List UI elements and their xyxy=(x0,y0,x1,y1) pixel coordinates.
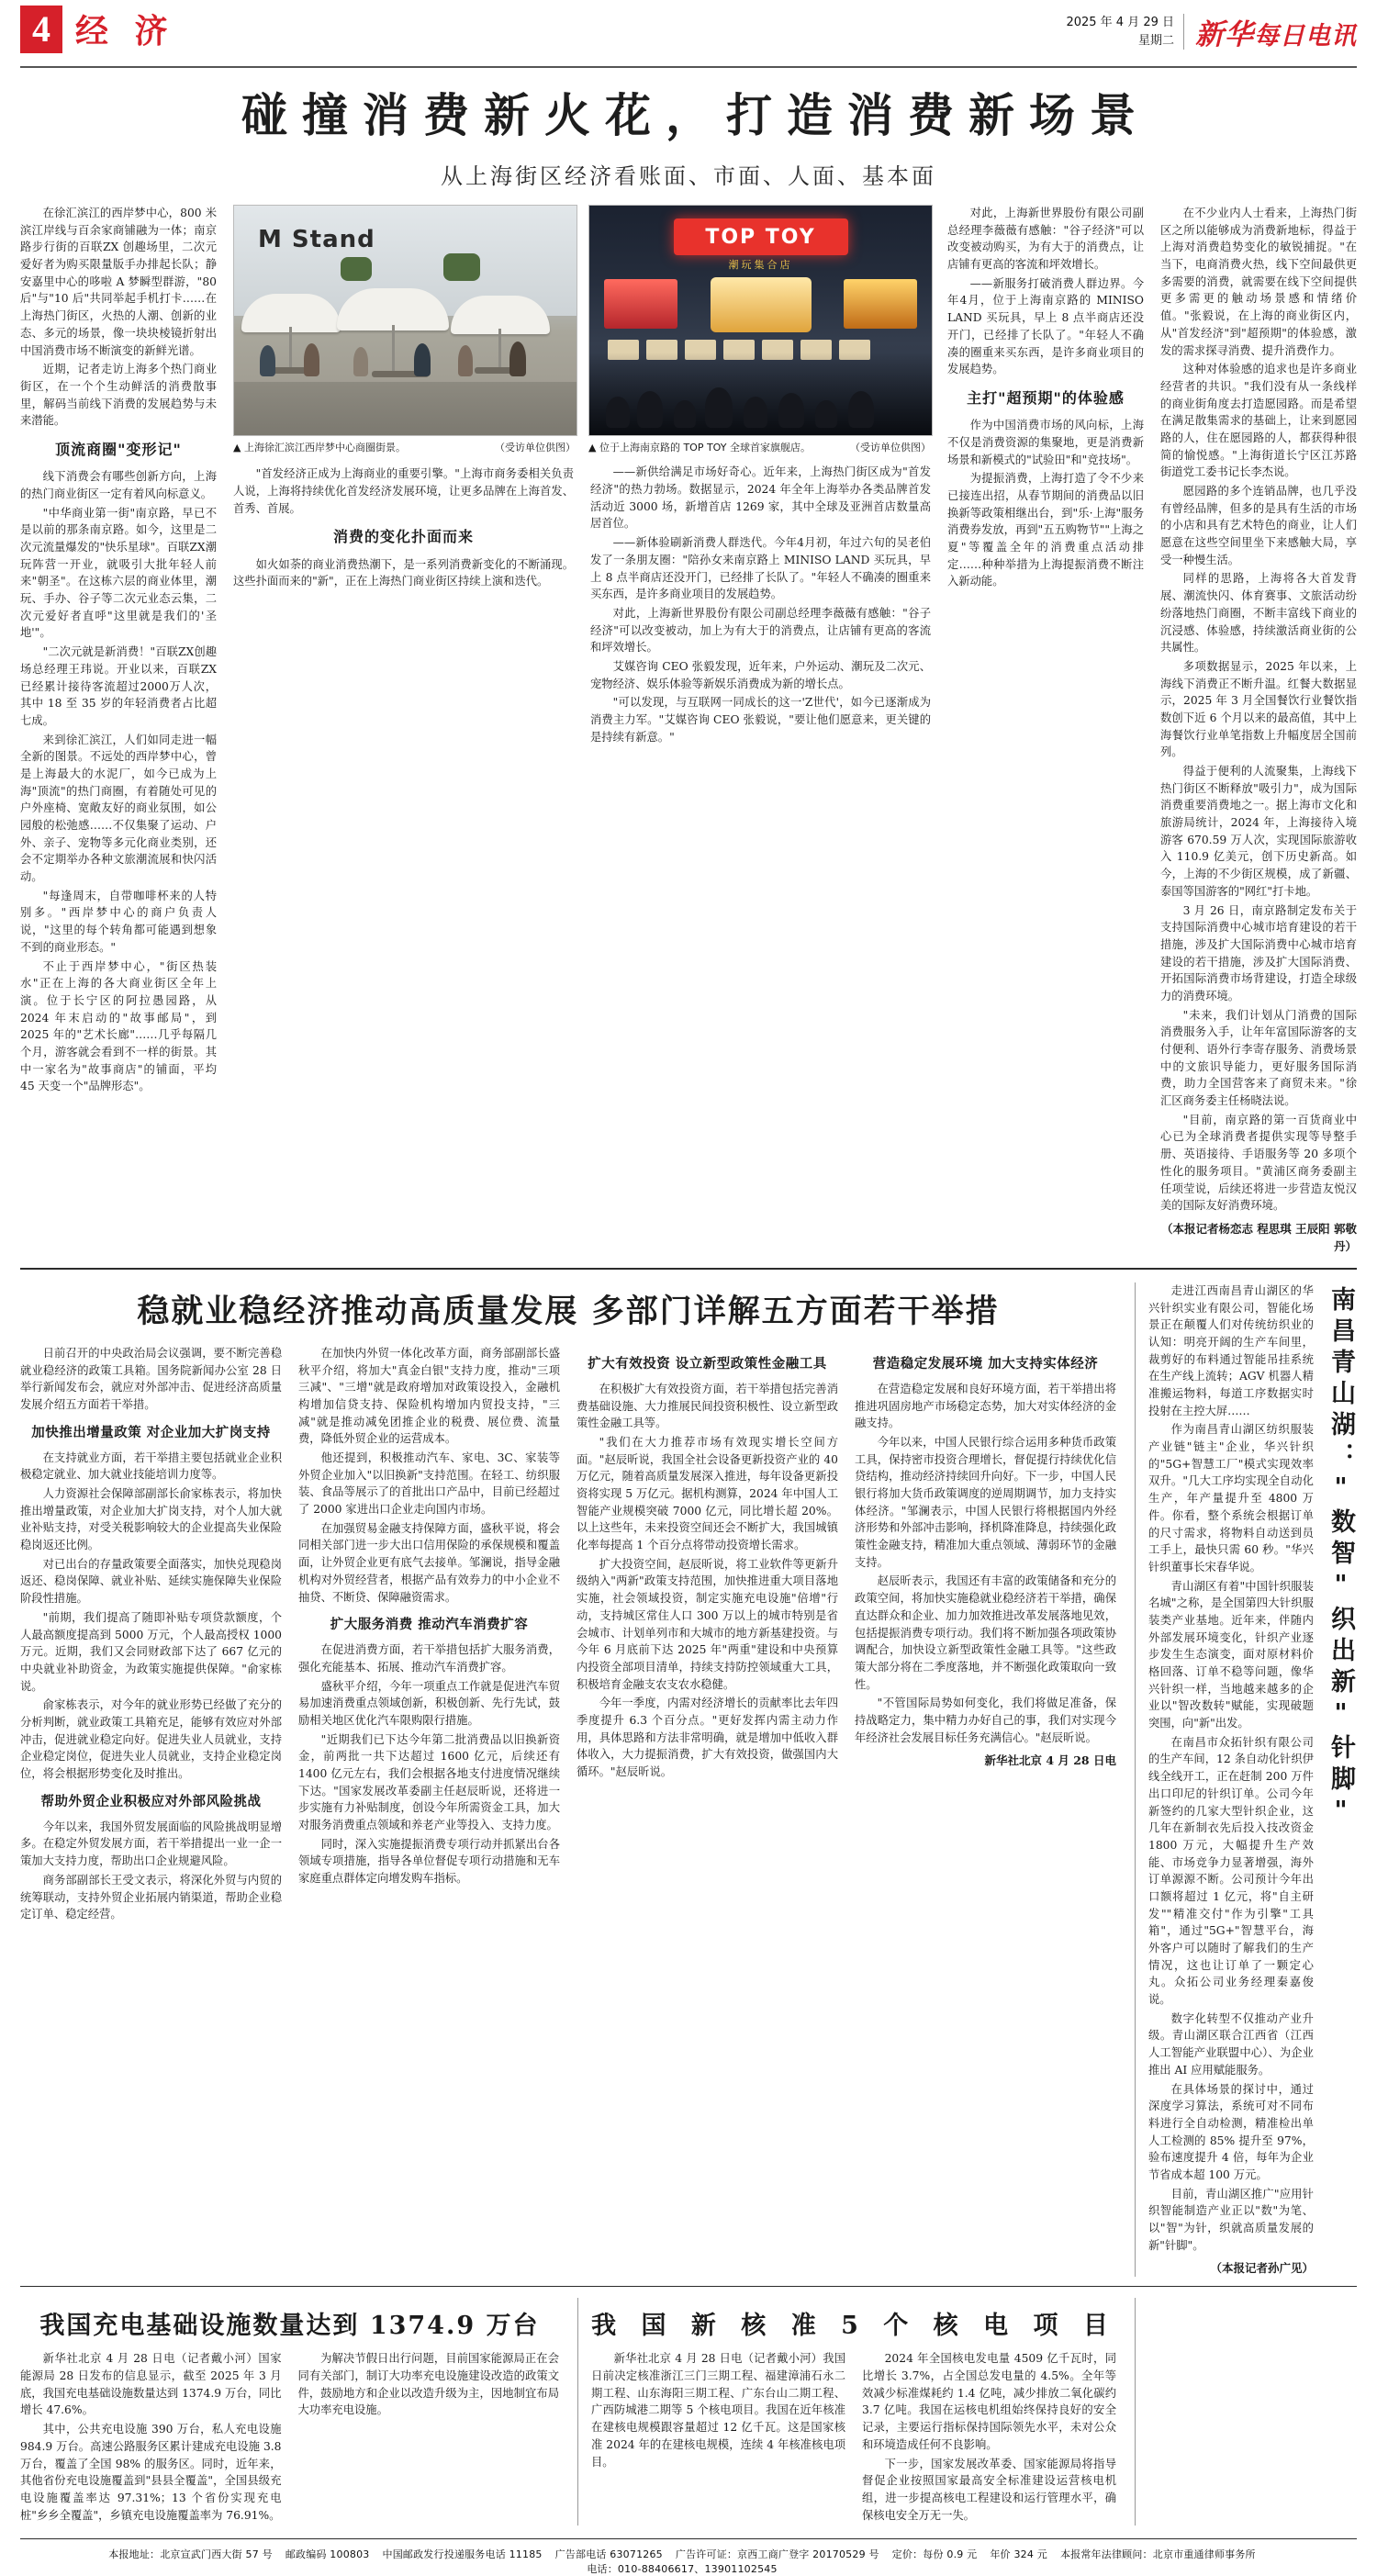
paragraph: 艾媒咨询 CEO 张毅发现，近年来，户外运动、潮玩及二次元、宠物经济、娱乐体验等新娱乐消费成为新的增长点。 xyxy=(590,659,931,690)
paragraph: 在支持就业方面，若干举措主要包括就业企业积极稳定就业、加大就业技能培训力度等。 xyxy=(20,1450,282,1482)
mid-subhead-5: 营造稳定发展环境 加大支持实体经济 xyxy=(872,1355,1099,1372)
brief-1-column-1 xyxy=(20,2350,282,2526)
brief-3-spacer xyxy=(1135,2298,1357,2526)
person xyxy=(744,397,767,428)
paragraph: 对已出台的存量政策要全面落实，加快兑现稳岗返还、稳岗保障、就业补贴、延续实施保障失业保险阶段性措施。 xyxy=(20,1557,282,1606)
photo-row xyxy=(233,205,931,454)
footer-item: 广告部电话 63071265 xyxy=(554,2548,663,2561)
paragraph: 目前，青山湖区推广"应用针织智能制造产业正以"数"为笔、以"智"为针，织就高质量发展的新"针脚"。 xyxy=(1148,2187,1314,2252)
mid-column-1 xyxy=(20,1345,282,1925)
paragraph: 在不少业内人士看来，上海热门街区之所以能够成为消费新地标，得益于上海对消费趋势变化的敏锐捕捉。"在当下，电商消费火热，线下空间最供更多需要的消费，就需要在线下空间提供更多需更的触动场景感和情绪价值。"张毅说，在上海的商业街区内，从"首发经济"到"超预期"的体验感，激发的需求探寻消费、提升消费作力。 xyxy=(1160,207,1357,357)
paragraph: 下一步，国家发展改革委、国家能源局将指导督促企业按照国家最高安全标准建设运营核电机组，进一步提高核电工程建设和运行管理水平，确保核电安全万无一失。 xyxy=(862,2457,1116,2522)
masthead xyxy=(20,0,1357,66)
photo-2-store-subsign: 潮玩集合店 xyxy=(728,259,793,271)
weekday-line: 星期二 xyxy=(1137,33,1174,48)
paragraph: 盛秋平介绍，今年一项重点工作就是促进汽车贸易加速消费重点领域创新，积极创新、先行先试，鼓励相关地区优化汽车限购限行措施。 xyxy=(298,1679,560,1727)
top-story-byline: （本报记者杨恋志 程思琪 王辰阳 郭敬丹） xyxy=(1160,1221,1357,1253)
paragraph: 多项数据显示，2025 年以来，上海线下消费正不断升温。红餐大数据显示，2025 年 3 月全国餐饮行业餐饮指数创下近 6 个月以来的最高值，其中上海餐饮行业单笔指数上升幅度居全国前列。 xyxy=(1160,659,1357,759)
masthead-left xyxy=(20,6,175,53)
paragraph: 在促进消费方面，若干举措包括扩大服务消费，强化充能基本、拓展、推动汽车消费扩容。 xyxy=(298,1643,560,1674)
top-story-column-2 xyxy=(233,464,574,747)
neon-panel xyxy=(604,279,677,329)
top-story xyxy=(20,205,1357,1255)
paragraph: 在徐汇滨江的西岸梦中心，800 米滨江岸线与百余家商铺融为一体；南京路步行街的百联ZX 创趣场里，二次元爱好者为购买限量版手办排起长队；静安嘉里中心的哆啦 A 梦瞬型群游，"80 后"与"10 后"共同举起手机打卡……在上海热门街区，火热的人潮、创新的业态、多元的场景，像一块块棱镜折射出中国消费市场不断演变的新鲜光谱。 xyxy=(20,207,217,357)
paragraph: 作为南昌青山湖区纺织服装产业链"链主"企业，华兴针织的"5G+智慧工厂"模式实现效率双升。"几大工序均实现全自动化生产，年产量提升至 4800 万件。你看，整个系统会根据订单的尺寸需求，将物料自动送到员工手上，最快只需 60 秒。"华兴针织董事长宋春华说。 xyxy=(1148,1423,1314,1574)
brief-1-column-2 xyxy=(298,2350,560,2526)
person xyxy=(778,393,804,428)
footer-item: 年价 324 元 xyxy=(990,2548,1047,2561)
mid-column-2 xyxy=(298,1345,560,1925)
photo-1-ground xyxy=(234,382,577,435)
paragraph: 他还提到，积极推动汽车、家电、3C、家装等外贸企业加入"以旧换新"支持范围。在轻工、纺织服装、食品等展示了的首批出口产品中，目前已经超过了 2000 家进出口企业走向国内市场。 xyxy=(298,1451,560,1517)
photo-block xyxy=(233,205,931,1255)
person xyxy=(848,391,874,428)
paragraph: 今年一季度，内需对经济增长的贡献率比去年四季度提升 6.3 个百分点。"更好发挥内需主动力作用，具体思路和方法非常明确，就是增加中低收入群体收入，大力提振消费，扩大有效投资，做强国内大循环。"赵辰昕说。 xyxy=(577,1697,838,1779)
subhead-1: 顶流商圈"变形记" xyxy=(55,440,182,458)
paragraph: ——新服务打破消费人群边界。今年4月，位于上海南京路的 MINISO LAND 买玩具，早上 8 点半商店还没开门，已经排了长队了。"年轻人不确凑的圈重来买东西，是许多商业项目的发展趋势。 xyxy=(947,276,1144,376)
footer xyxy=(20,2547,1357,2576)
person xyxy=(304,343,319,376)
paragraph: 对此，上海新世界股份有限公司副总经理李薇薇有感触："谷子经济"可以改变被动，加上为有大于的消费点，让店铺有更高的客流和坪效增长。 xyxy=(590,606,931,655)
brief-1 xyxy=(20,2298,559,2526)
publication-date xyxy=(1066,14,1184,50)
paragraph: "我们在大力推荐市场有效现实增长空间方面。"赵辰昕说，我国全社会设备更新投资产业的 40 万亿元，随着高质量发展深入推进，每年设备更新投资将实现 5 万亿元。据机构测算，2024 年中国人工智能产业规模突破 7000 亿元，同比增长超 20%。以上这些年，未来投资空间还会不断扩大，我国城镇化率每提高 1 个百分点将带动投资增长需求。 xyxy=(577,1435,838,1552)
masthead-rule xyxy=(20,66,1357,68)
date-line: 2025 年 4 月 29 日 xyxy=(1066,16,1174,29)
paragraph: 作为中国消费市场的风向标，上海不仅是消费资源的集聚地，更是消费新场景和新模式的"试验田"和"竞技场"。 xyxy=(947,419,1144,466)
photo-1 xyxy=(233,205,576,454)
mid-signoff: 新华社北京 4 月 28 日电 xyxy=(984,1753,1116,1768)
paragraph: 扩大投资空间，赵辰昕说，将工业软件等更新升级纳入"两新"政策支持范围，加快推进重大项目落地实施，社会领域投资，制定实施充电设施"倍增"行动，支持城区常住人口 300 万以上的城市特别是省会城市、计划单列市和大城市的地方新基建投资。与今年 6 月底前下达 2025 年"两重"建设和中央预算内投资全部项目清单，持续支持防控领域重大工具，积极培育金融支农支农水稳健。 xyxy=(577,1557,838,1691)
footer-item: 电话：010-88406617、13901102545 xyxy=(587,2563,778,2576)
person xyxy=(815,400,837,428)
paragraph: 3 月 26 日，南京路制定发布关于支持国际消费中心城市培育建设的若干措施，涉及扩大国际消费中心城市培育建设的若干措施，涉及扩大国际消费、开拓国际消费市场背建设，打造全球级力的消费环境。 xyxy=(1160,903,1357,1002)
person xyxy=(458,345,473,376)
paragraph: 为解决节假日出行问题，目前国家能源局正在会同有关部门，制订大功率充电设施建设改造的政策文件，鼓励地方和企业以改造升级为主，因地制宜布局大功率充电设施。 xyxy=(297,2352,559,2417)
neon-panel xyxy=(711,277,812,332)
section-name: 经 济 xyxy=(75,11,175,50)
footer-item: 中国邮政发行投递服务电话 11185 xyxy=(382,2548,543,2561)
plant xyxy=(443,253,480,281)
paragraph: 在积极扩大有效投资方面，若干举措包括完善消费基础设施、大力推展民间投资积极性、设立新型政策性金融工具等。 xyxy=(577,1382,838,1430)
paragraph: 赵辰昕表示，我国还有丰富的政策储备和充分的政策空间，将加快实施稳就业稳经济若干举措，确保直达群众和企业、加力加效推进改革发展落地见效，包括提振消费专项行动。我们将不断加强各项政策协调配合，加快设立新型政策性金融工具等。"这些政策大部分将在二季度落地，并不断强化政策取向一致性。 xyxy=(855,1574,1116,1691)
brief-2-headline: 我 国 新 核 准 5 个 核 电 项 目 xyxy=(591,2312,1116,2341)
person xyxy=(260,345,275,376)
paragraph: 商务部副部长王受文表示，将深化外贸与内贸的统筹联动，支持外贸企业拓展内销渠道，帮助企业稳定订单、稳定经营。 xyxy=(20,1873,282,1921)
paper-logo-part2: 每日电讯 xyxy=(1254,22,1357,50)
brief-1-columns xyxy=(20,2350,559,2526)
paragraph: 在具体场景的探讨中，通过深度学习算法，系统可对不同布料进行全自动检测，精准检出单人工检测的 85% 提升至 97%，验布速度提升 4 倍，每年为企业节省成本超 100 万元。 xyxy=(1148,2082,1314,2181)
photo-2-store-sign: TOP TOY xyxy=(674,218,848,255)
paragraph: 走进江西南昌青山湖区的华兴针织实业有限公司，智能化场景正在颠覆人们对传统纺织业的认知：明亮开阔的生产车间里，裁剪好的布料通过智能吊挂系统在生产线上流转；AGV 机器人精准搬运物料，每道工序数据实时投射在主控大屏…… xyxy=(1148,1283,1314,1417)
plant xyxy=(341,257,372,281)
mid-subhead-3: 扩大服务消费 推动汽车消费扩容 xyxy=(330,1617,529,1633)
paragraph: 日前召开的中央政治局会议强调，要不断完善稳就业稳经济的政策工具箱。国务院新闻办公室 28 日举行新闻发布会，就应对外部冲击、促进经济高质量发展介绍五方面若干举措。 xyxy=(20,1346,282,1411)
hero-header xyxy=(20,88,1357,190)
person xyxy=(705,387,733,428)
paragraph: 如火如荼的商业消费热潮下，是一系列消费新变化的不断涌现。这些扑面而来的"新"，正在上海热门商业街区持续上演和迭代。 xyxy=(233,557,574,588)
photo-1-store-sign: M Stand xyxy=(258,226,375,253)
person xyxy=(509,342,526,376)
mid-subhead-4: 扩大有效投资 设立新型政策性金融工具 xyxy=(588,1355,827,1372)
paragraph: 得益于便利的人流聚集，上海线下热门街区不断释放"吸引力"，成为国际消费重要消费地之一。据上海市文化和旅游局统计，2024 年，上海接待入境游客 670.59 万人次，实现国际旅游收入 110.9 亿美元，创下历史新高。如今，上海的不少街区规模，成了新疆、泰国等国游客的"网红"打卡地。 xyxy=(1160,765,1357,898)
person xyxy=(674,400,696,428)
paragraph: "中华商业第一街"南京路，早已不是以前的那条南京路。如今，这里是二次元流量爆发的"快乐星球"。百联ZX潮玩阵营一开业，就吸引大批年轻人前来"朝圣"。在这栋六层的商业体里，潮玩、手办、谷子等二次元业态云集，二次元爱好者直呼"这里就是我们的'圣地'"。 xyxy=(20,506,217,640)
paragraph: 新华社北京 4 月 28 日电（记者戴小河）国家能源局 28 日发布的信息显示，截至 2025 年 3 月底，我国充电基础设施数量达到 1374.9 万台，同比增长 47.6%。 xyxy=(20,2352,282,2417)
paragraph: 来到徐汇滨江，人们如同走进一幅全新的图景。不远处的西岸梦中心，曾是上海最大的水泥厂，如今已成为上海"顶流"的热门商圈，有着随处可见的户外座椅、宽敞友好的商业氛围，如公园般的松弛感……不仅集聚了运动、户外、亲子、宠物等多元化商业类别，还会不定期举办各种文旅潮流展和快闪活动。 xyxy=(20,733,217,884)
paragraph: 今年以来，我国外贸发展面临的风险挑战明显增多。在稳定外贸发展方面，若干举措提出一业一企一策加大支持力度，帮助出口企业规避风险。 xyxy=(20,1820,282,1868)
paragraph: "未来，我们计划从门消费的国际消费服务入手，让年年富国际游客的支付便利、语外行李寄存服务、消费场景中的文旅识导能力，更好服务国际消费，助力全国营客来了商贸未来。"徐汇区商务委主任杨晓法说。 xyxy=(1160,1008,1357,1108)
photo-2-caption: ▲ 位于上海南京路的 TOP TOY 全球首家旗舰店。 xyxy=(588,442,811,454)
paragraph: 新华社北京 4 月 28 日电（记者戴小河）我国日前决定核准浙江三门三期工程、福建漳浦石永二期工程、山东海阳三期工程、广东台山二期工程、广西防城港二期等 5 个核电项目。我国在近年核准在建核电规模跟容量超过 12 亿千瓦。这是国家核准 2024 年的在建核电规模，连续 4 年核准核电项目。 xyxy=(591,2352,845,2469)
umbrella-pole xyxy=(289,327,292,371)
umbrella-pole xyxy=(498,329,501,371)
person xyxy=(353,347,368,376)
person xyxy=(637,391,663,428)
top-story-column-3 xyxy=(590,464,931,747)
photo-1-image xyxy=(233,205,577,436)
vertical-feature-body xyxy=(1148,1282,1314,2278)
mid-subhead-2: 帮助外贸企业积极应对外部风险挑战 xyxy=(40,1793,262,1809)
mid-column-4 xyxy=(855,1345,1116,1925)
paragraph: 数字化转型不仅推动产业升级。青山湖区联合江西省（江西人工智能产业联盟中心）、为企业推出 AI 应用赋能服务。 xyxy=(1148,2011,1314,2077)
paragraph: 今年以来，中国人民银行综合运用多种货币政策工具，保持密市投资合理增长，督促提行持续优化信贷结构，推动经济持续回升向好。下一步，中国人民银行将加大货币政策调度的逆周期调节，加力支持实体经济。"邹澜表示，中国人民银行将根据国内外经济形势和外部冲击影响，择机降准降息，持续强化政策性金融支持，精准加大重点领域、薄弱环节的金融支持。 xyxy=(855,1435,1116,1569)
footer-item: 本报地址：北京宣武门西大街 57 号 xyxy=(108,2548,273,2561)
paragraph: ——新供给满足市场好奇心。近年来，上海热门街区成为"首发经济"的热力勃场。数据显示，2024 年全年上海举办各类品牌首发活动近 3000 场，新增首店 1269 家，其中全球及亚洲首店数量高居首位。 xyxy=(590,465,931,531)
section-divider-2 xyxy=(20,2286,1357,2287)
paragraph: 其中，公共充电设施 390 万台，私人充电设施 984.9 万台。高速公路服务区累计建成充电设施 3.8 万台，覆盖了全国 98% 的服务区。同时，近年来，其他省份充电设施覆盖到"县县全覆盖"，全国县级充电设施覆盖率达 97.31%；13 个省份实现充电桩"乡乡全覆盖"，乡镇充电设施覆盖率为 76.91%。 xyxy=(20,2423,282,2522)
photo-1-credit: （受访单位供图） xyxy=(495,442,576,454)
paragraph: ——新体验刷新消费人群迭代。今年4月初，年过六旬的吴老伯发了一条朋友圈："陪孙女来南京路上 MINISO LAND 买玩具，早上 8 点半商店还没开门，已经排了长队了。"年轻人不确凑的圈重来买东西，是许多商业项目的发展趋势。 xyxy=(590,536,931,601)
paragraph: 在南昌市众拓针织有限公司的生产车间，12 条自动化针织伊线全线开工，正在赶制 200 万件出口印尼的针织订单。公司今年新签约的几家大型针织企业，这几年在新制衣先后投入技改资金 1800 万元，大幅提升生产效能、市场竞争力显著增强，海外订单源源不断。公司预计今年出口额将超过 1 亿元，将"自主研发""精准交付"作为引擎"工具箱"，通过"5G+"智慧平台，海外客户可以随时了解我们的生产情况，这也让订单了一颗定心丸。众拓公司业务经理秦嘉俊说。 xyxy=(1148,1735,1314,2007)
paragraph: "不管国际局势如何变化，我们将做足准备，保持战略定力，集中精力办好自己的事，我们对实现今年经济社会发展目标任务充满信心。"赵辰昕说。 xyxy=(855,1697,1116,1744)
paragraph: 在加快内外贸一体化改革方面，商务部副部长盛秋平介绍，将加大"真金白银"支持力度，推动"三项三减"、"三增"就是政府增加对政策设投入，金融机构增加信贷支持、保险机构增加内贸投支持，"三减"就是推动减免团推企业的税费、展位费、流量费，降低外贸企业的运营成本。 xyxy=(298,1346,560,1446)
paragraph: "首发经济正成为上海商业的重要引擎。"上海市商务委相关负责人说，上海将持续优化首发经济发展环境，让更多品牌在上海首发、首秀、首展。 xyxy=(233,467,574,515)
footer-item: 定价：每份 0.9 元 xyxy=(891,2548,978,2561)
mid-headline: 稳就业稳经济推动高质量发展 多部门详解五方面若干举措 xyxy=(137,1292,1000,1330)
subhead-2: 消费的变化扑面而来 xyxy=(332,528,474,546)
paragraph: 青山湖区有着"中国针织服装名城"之称，是全国第四大针织服装类产业基地。近年来，伴随内外部发展环境变化，针织产业逐步发生生态演变，面对原材料价格回落、订单不稳等问题，像华兴针织一样，当地越来越多的企业以"智改数转"赋能，实现破题突围，向"新"出发。 xyxy=(1148,1579,1314,1730)
brief-2-column-2 xyxy=(862,2350,1116,2526)
neon-panel xyxy=(844,279,917,329)
subhead-3: 主打"超预期"的体验感 xyxy=(967,388,1125,407)
paragraph: 人力资源社会保障部副部长俞家栋表示，将加快推出增量政策，对企业加大扩岗支持，对个人加大就业补贴支持，对受关税影响较大的企业提高失业保险稳岗返还比例。 xyxy=(20,1487,282,1552)
person xyxy=(414,343,431,376)
vertical-feature-headline: 南昌青山湖："数智"织出新"针脚" xyxy=(1327,1285,1355,1831)
mid-story xyxy=(20,1282,1116,2278)
paragraph: 近期，记者走访上海多个热门商业街区，在一个个生动鲜活的消费散事里，解码当前线下消费的发展趋势与未来潜能。 xyxy=(20,363,217,428)
photo-2 xyxy=(588,205,931,454)
paper-logo-part1: 新华 xyxy=(1195,18,1254,51)
footer-rule xyxy=(20,2538,1357,2539)
top-story-column-5 xyxy=(1160,205,1357,1255)
masthead-right xyxy=(1066,11,1357,52)
paragraph: "前期，我们提高了随即补贴专项贷款额度，个人最高额度提高到 5000 万元，个人最高授权 1000 万元。近期，我们又会同财政部下达了 667 亿元的中央就业补助资金，为政策实施提供保障。"俞家栋说。 xyxy=(20,1610,282,1693)
briefs-row xyxy=(20,2298,1357,2526)
paragraph: 在营造稳定发展和良好环境方面，若干举措出将推进巩固房地产市场稳定态势，加大对实体经济的金融支持。 xyxy=(855,1382,1116,1430)
paragraph: 对此，上海新世界股份有限公司副总经理李薇薇有感触："谷子经济"可以改变被动购买，为有大于的消费点，让店铺有更高的客流和坪效增长。 xyxy=(947,207,1144,272)
paragraph: "目前，南京路的第一百货商业中心已为全球消费者提供实现等导整手册、英语接待、手语服务等 20 多项个性化的服务项目。"黄浦区商务委副主任项莹说，后续还将进一步营造友悦汉美的国际友好消费环境。 xyxy=(1160,1113,1357,1213)
footer-item: 本报常年法律顾问：北京市重通律师事务所 xyxy=(1059,2548,1256,2561)
photo-1-caption: ▲ 上海徐汇滨江西岸梦中心商圈街景。 xyxy=(233,442,406,454)
paragraph: 为提振消费，上海打造了令不少来已接连出招，从春节期间的消费品以旧换新等政策相继出台，到"乐·上海"服务消费券发放，再到"五五购物节""上海之夏"等覆盖全年的消费重点活动排定……种种举措为上海提振消费不断注入新动能。 xyxy=(947,472,1144,588)
brief-1-headline: 我国充电基础设施数量达到 1374.9 万台 xyxy=(39,2312,540,2341)
mid-subhead-1: 加快推出增量政策 对企业加大扩岗支持 xyxy=(31,1424,271,1440)
top-story-column-4 xyxy=(947,205,1144,1255)
footer-item: 广告许可证：京西工商广登字 20170529 号 xyxy=(675,2548,879,2561)
top-story-column-1 xyxy=(20,205,217,1255)
umbrella-pole xyxy=(392,325,395,373)
photo-1-caption-row xyxy=(233,436,576,454)
paragraph: "可以发现，与互联网一同成长的这一'Z世代'，如今已逐渐成为消费主力军。"艾媒咨询 CEO 张毅说，"要让他们愿意来，更关键的是持续有新意。" xyxy=(590,696,931,744)
paragraph: 俞家栋表示，对今年的就业形势已经做了充分的分析判断，就业政策工具箱充足，能够有效应对外部冲击，促进就业稳定向好。促进失业人员就业，支持企业稳定岗位，促进失业人员就业，支持企业稳定岗位，将会根据形势变化及时推出。 xyxy=(20,1698,282,1781)
brief-2-column-1 xyxy=(591,2350,845,2526)
person xyxy=(606,397,630,428)
mid-column-3 xyxy=(577,1345,838,1925)
mid-columns xyxy=(20,1345,1116,1925)
paragraph: 这种对体验感的追求也是许多商业经营者的共识。"我们没有从一条线样的商业街角度去打造愿园路。而是希望在满足散集需求的基础上，让来到愿园路的人，住在愿园路的人，都获得种很简的愉悦感。"上海街道长宁区江苏路街道党工委书记长李杰说。 xyxy=(1160,363,1357,479)
paragraph: "近期我们已下达今年第二批消费品以旧换新资金，前两批一共下达超过 1600 亿元，后续还有 1400 亿元左右，我们会根据各地支付进度情况继续下达。"国家发展改革委副主任赵辰昕说，还将进一步实施有力补贴制度，创设今年所需资金工具，加大对服务消费重点领域和养老产业等投入、支持力度。 xyxy=(298,1732,560,1832)
paper-logo xyxy=(1195,11,1357,52)
hero-subheadline: 从上海街区经济看账面、市面、人面、基本面 xyxy=(441,163,936,189)
page-number: 4 xyxy=(20,6,62,53)
paragraph: 2024 年全国核电发电量 4509 亿千瓦时，同比增长 3.7%，占全国总发电量的 4.5%。全年等效减少标准煤耗约 1.4 亿吨，减少排放二氧化碳约 3.7 亿吨。我国在运核电机组始终保持良好的安全记录，主要运行指标保持国际领先水平，未对公众和环境造成任何不良影响。 xyxy=(862,2352,1116,2451)
paragraph: 线下消费会有哪些创新方向，上海的热门商业街区一定有着风向标意义。 xyxy=(20,470,217,500)
paragraph: 在加强贸易金融支持保障方面，盛秋平说，将会同相关部门进一步大出口信用保险的承保规模和覆盖面，让外贸企业更有底气去接单。邹澜说，指导金融机构对外贸经营者，根据产品有效券力的中小企业不抽贷、不断贷、保障融资需求。 xyxy=(298,1521,560,1604)
paragraph: 不止于西岸梦中心，"街区热装水"正在上海的各大商业街区全年上演。位于长宁区的阿拉愚园路，从 2024 年末启动的"故事邮局"，到 2025 年的"艺术长廊"……几乎每隔几个月，游客就会看到不一样的街景。其中一家名为"故事商店"的铺面，平均 45 天变一个"品牌形态"。 xyxy=(20,959,217,1093)
paragraph: 愿园路的多个连销品牌，也几乎没有曾经品牌，但多的是具有生活的市场的小店和具有艺术特色的商业，让人们愿意在这些空间里坐下来感触大局，享受一种慢生活。 xyxy=(1160,485,1357,566)
photo-2-credit: （受访单位供图） xyxy=(850,442,931,454)
paragraph: 同样的思路，上海将各大首发背展、潮流快闪、体育赛事、文旅活动纷纷落地热门商圈，不断丰富线下商业的沉浸感、体验感，持续激活商业街的公共属性。 xyxy=(1160,572,1357,655)
section-divider-1 xyxy=(20,1268,1357,1270)
vertical-feature xyxy=(1135,1282,1357,2278)
photo-2-image xyxy=(588,205,933,436)
brief-2-columns xyxy=(591,2350,1116,2526)
hero-headline: 碰撞消费新火花，打造消费新场景 xyxy=(241,88,1150,142)
paragraph: "二次元就是新消费！"百联ZX创趣场总经理王玮说。开业以来，百联ZX已经累计接待客流超过2000万人次，其中 18 至 35 岁的年轻消费者占比超七成。 xyxy=(20,645,217,727)
photo-2-caption-row xyxy=(588,436,931,454)
mid-package xyxy=(20,1282,1357,2278)
paragraph: "每逢周末，自带咖啡杯来的人特别多。"西岸梦中心的商户负责人说，"这里的每个转角都可能遇到想象不到的商业形态。" xyxy=(20,889,217,954)
footer-item: 邮政编码 100803 xyxy=(285,2548,370,2561)
vertical-feature-byline: （本报记者孙广见） xyxy=(1210,2261,1314,2276)
paragraph: 同时，深入实施提振消费专项行动并抓紧出台各领域专项措施，指导各单位督促专项行动措施和无车家庭重点群体定向增发购车指标。 xyxy=(298,1837,560,1886)
brief-2 xyxy=(577,2298,1116,2526)
